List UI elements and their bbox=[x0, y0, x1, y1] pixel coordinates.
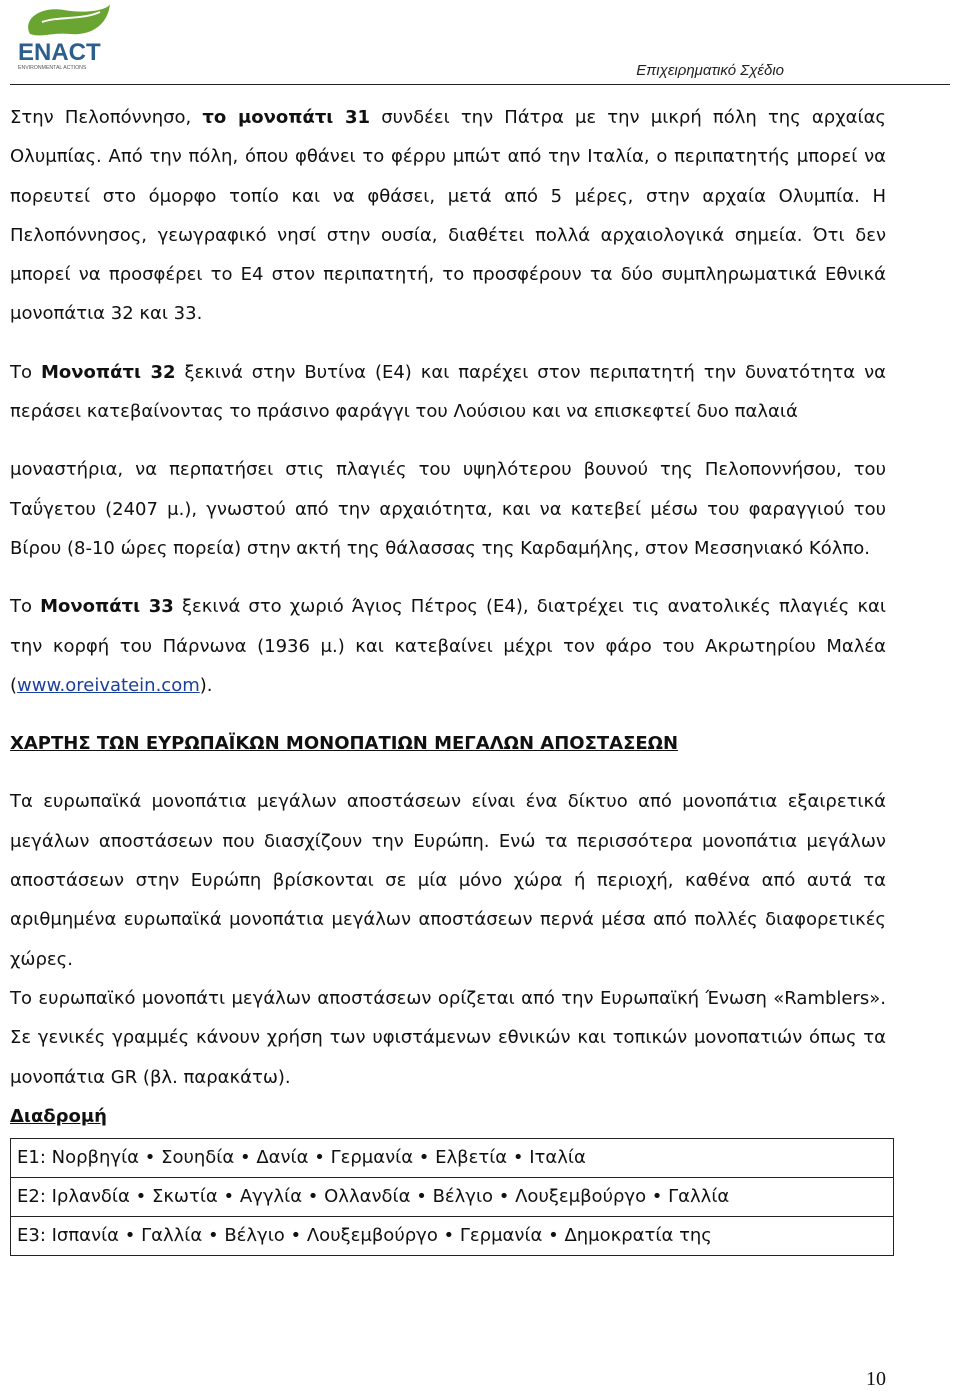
route-heading: Διαδρομή bbox=[10, 1105, 107, 1127]
header-divider bbox=[10, 84, 950, 85]
leaf-icon bbox=[28, 4, 110, 35]
page-number: 10 bbox=[866, 1368, 886, 1390]
paragraph-ramblers: Το ευρωπαϊκό μονοπάτι μεγάλων αποστάσεων ορίζεται από την Ευρωπαϊκή Ένωση «Ramblers». Σε γενικές γραμμές κάνουν χρήση των υφιστάμενων εθνικών και τοπικών μονοπατιών όπως τα μονοπάτια GR (βλ. παρακάτω). bbox=[10, 987, 886, 1088]
paragraph-path-33: Το Μονοπάτι 33 ξεκινά στο χωριό Άγιος Πέτρος (Ε4), διατρέχει τις ανατολικές πλαγιές και την κορφή του Πάρνωνα (1936 μ.) και κατεβαίνει μέχρι τον φάρο του Ακρωτηρίου Μαλέα (www.oreivatein.com). bbox=[10, 596, 887, 696]
logo-text: ENACT bbox=[18, 39, 101, 66]
table-row bbox=[11, 1178, 894, 1217]
routes-table bbox=[10, 1138, 894, 1256]
enact-logo bbox=[12, 4, 112, 76]
route-e3: Ε3: Ισπανία • Γαλλία • Βέλγιο • Λουξεμβούργο • Γερμανία • Δημοκρατία της bbox=[11, 1217, 894, 1256]
paragraph-path-32-cont: μοναστήρια, να περπατήσει στις πλαγιές του υψηλότερου βουνού της Πελοποννήσου, του Ταΰγετου (2407 μ.), γνωστού από την αρχαιότητα, και να κατεβεί μέσω του φαραγγιού του Βίρου (8-10 ώρες πορεία) στην ακτή της θάλασσας της Καρδαμήλης, στον Μεσσηνιακό Κόλπο. bbox=[10, 459, 886, 559]
paragraph-path-32: Το Μονοπάτι 32 ξεκινά στην Βυτίνα (Ε4) και παρέχει στον περιπατητή την δυνατότητα να περάσει κατεβαίνοντας το πράσινο φαράγγι του Λούσιου και να επισκεφτεί δυο παλαιά bbox=[10, 361, 886, 423]
document-title: Επιχειρηματικό Σχέδιο bbox=[636, 62, 784, 79]
section-heading: ΧΑΡΤΗΣ ΤΩΝ ΕΥΡΩΠΑΪΚΩΝ ΜΟΝΟΠΑΤΙΩΝ ΜΕΓΑΛΩΝ ΑΠΟΣΤΑΣΕΩΝ bbox=[10, 733, 679, 755]
route-e2: Ε2: Ιρλανδία • Σκωτία • Αγγλία • Ολλανδία • Βέλγιο • Λουξεμβούργο • Γαλλία bbox=[11, 1178, 894, 1217]
route-e1: Ε1: Νορβηγία • Σουηδία • Δανία • Γερμανία • Ελβετία • Ιταλία bbox=[11, 1139, 894, 1178]
paragraph-european-paths: Τα ευρωπαϊκά μονοπάτια μεγάλων αποστάσεων είναι ένα δίκτυο από μονοπάτια εξαιρετικά μεγάλων αποστάσεων που διασχίζουν την Ευρώπη. Ενώ τα περισσότερα μονοπάτια μεγάλων αποστάσεων στην Ευρώπη βρίσκονται σε μία μόνο χώρα ή περιοχή, καθένα από αυτά τα αριθμημένα ευρωπαϊκά μονοπάτια μεγάλων αποστάσεων περνά μέσα από πολλές διαφορετικές χώρες. bbox=[10, 791, 886, 970]
table-row bbox=[11, 1217, 894, 1256]
paragraph-path-31: Στην Πελοπόννησο, το μονοπάτι 31 συνδέει την Πάτρα με την μικρή πόλη της αρχαίας Ολυμπίας. Από την πόλη, όπου φθάνει το φέρρυ μπώτ από την Ιταλία, ο περιπατητής μπορεί να πορευτεί στο όμορφο τοπίο και να φθάσει, μετά από 5 μέρες, στην αρχαία Ολυμπία. Η Πελοπόννησος, γεωγραφικό νησί στην ουσία, διαθέτει πολλά αρχαιολογικά σημεία. Ότι δεν μπορεί να προσφέρει το Ε4 στον περιπατητή, το προσφέρουν τα δύο συμπληρωματικά Εθνικά μονοπάτια 32 και 33. bbox=[10, 107, 886, 325]
logo-subtitle: ENVIRONMENTAL ACTIONS bbox=[18, 65, 87, 71]
table-row bbox=[11, 1139, 894, 1178]
oreivatein-link[interactable]: www.oreivatein.com bbox=[17, 674, 200, 696]
document-body bbox=[10, 98, 886, 1256]
